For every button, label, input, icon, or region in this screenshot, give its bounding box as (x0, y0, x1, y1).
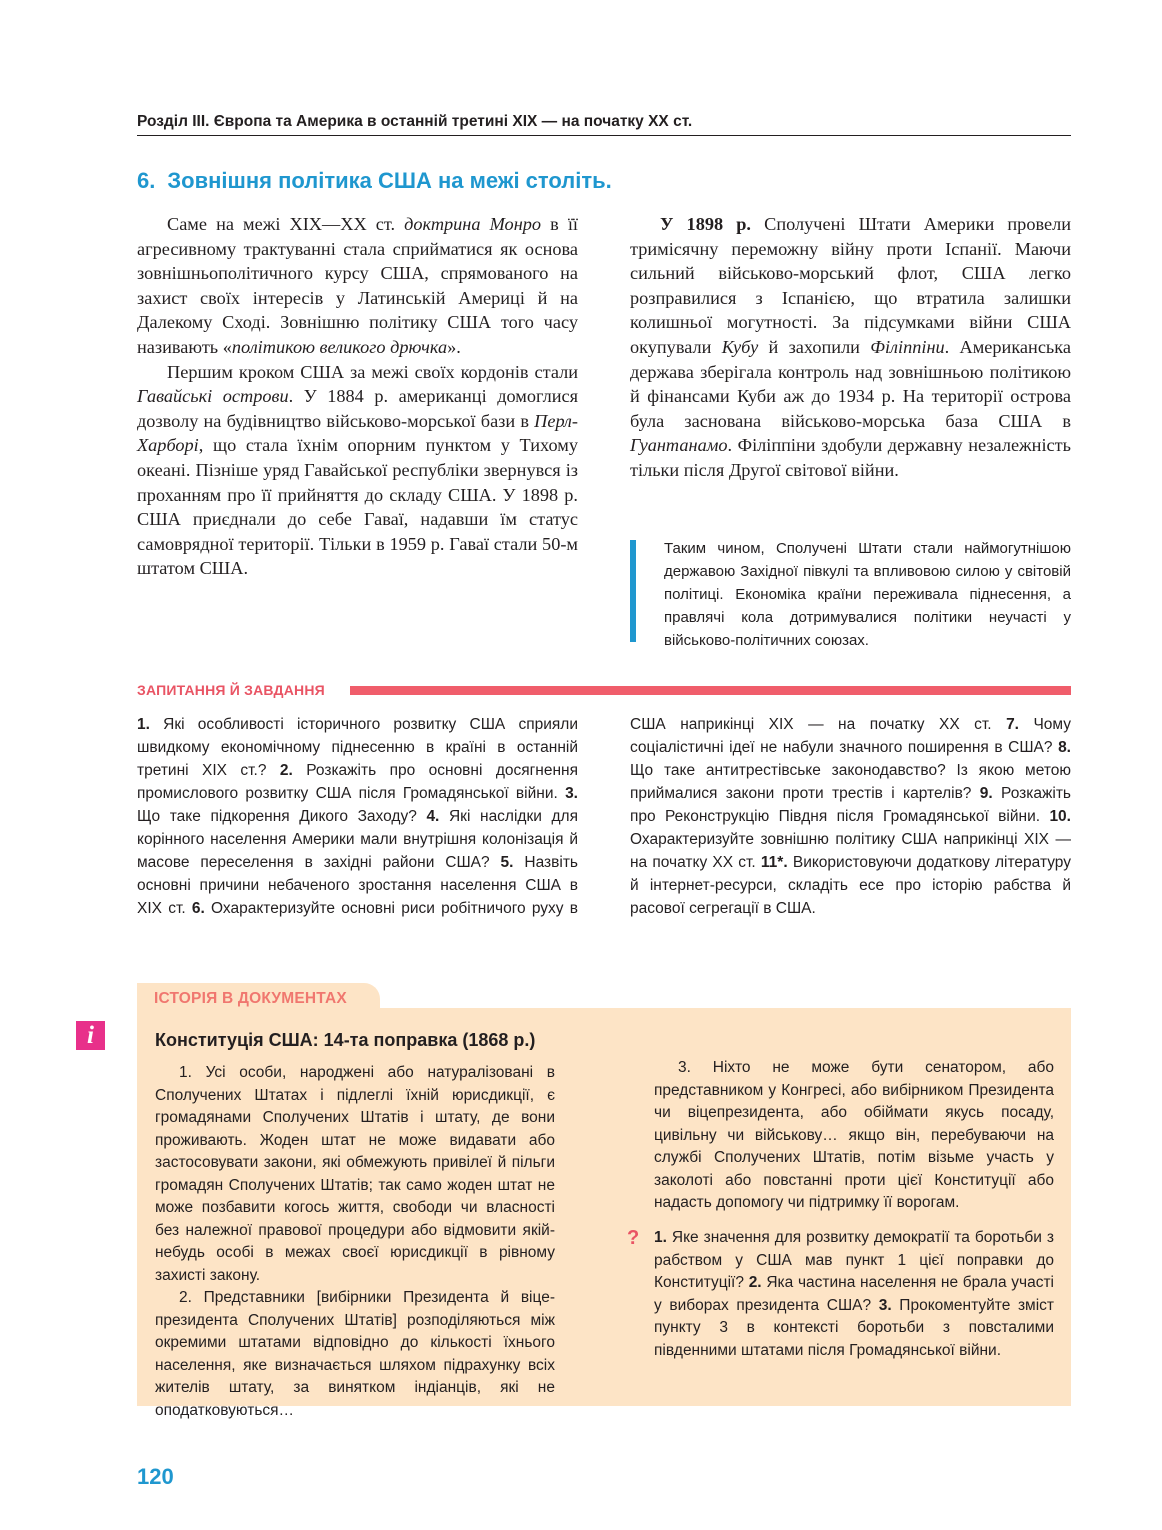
paragraph-spanish-war: У 1898 р. Сполучені Штати Америки провели тримісячну переможну війну проти Іспанії. Маючи сильний військово-морський флот, США легко розправилися з Іспанією, що втратила залишки колишньої могутності. За підсумками війни США окупували Кубу й захопили Філіппіни. Американська держава зберігала контроль над зовнішньою політикою й фінансами Куби аж до 1934 р. На території острова була заснована військово-морська база США в Гуантанамо. Філіппіни здобули державну незалежність тільки після Другої світової війни. (630, 214, 1072, 480)
document-title: Конституція США: 14-та поправка (1868 р.) (155, 1030, 536, 1050)
section-title (137, 168, 612, 194)
conclusion-block (630, 537, 1071, 652)
running-header: Розділ ІІІ. Європа та Америка в останній третині XIX — на початку XX ст. (137, 113, 693, 130)
document-column-right (654, 1057, 1054, 1215)
document-questions: 1. Яке значення для розвитку демократії та боротьби з рабством у США мав пункт 1 цієї поправки до Конституції? 2. Яка частина населення не брала участі у виборах президента США? 3. Прокоментуйте зміст пункту 3 в контексті боротьби з повсталими південними штатами після Громадянської війни. (654, 1229, 1055, 1359)
header-rule (137, 135, 1071, 136)
questions-list: 1. Які особливості історичного розвитку США сприяли швидкому економічному піднесенню в країні в останній третині XIX ст.? 2. Розкажіть про основні досягнення промислового розвитку США після Громадянської війни. 3. Що таке підкорення Дикого Заходу? 4. Які наслідки для корінного населення Америки мали внутрішня колонізація й масове переселення в західні райони США? 5. Назвіть основні причини небаченого зростання населення США в XIX ст. 6. Охарактеризуйте основні риси робітничого руху в США наприкінці XIX — на початку XX ст. 7. Чому соціалістичні ідеї не набули значного поширення в США? 8. Що таке антитрестівське законодавство? Із якою метою приймалися закони проти трестів і картелів? 9. Розкажіть про Реконструкцію Півдня після Громадянської війни. 10. Охарактеризуйте зовнішню політику США наприкінці XIX — на початку XX ст. 11*. Використовуючи додаткову літературу й інтернет-ресурси, складіть есе про історію рабства й расової сегрегації в США. (137, 716, 1071, 917)
text-column-right (630, 212, 1071, 483)
text-column-left (137, 212, 578, 581)
questions-bar (350, 686, 1071, 695)
document-paragraph-3: 3. Ніхто не може бути сенатором, або представником у Конгресі, або вибірником Президента чи віцепрезидента, або обіймати якусь посаду, цивільну чи військову… якщо він, перебуваючи на службі Сполучених Штатів, потім візьме участь у заколоті або повстанні проти цієї Конституції або надасть допомогу чи підтримку її ворогам. (654, 1059, 1054, 1211)
question-mark-icon: ? (627, 1227, 640, 1249)
questions-heading: ЗАПИТАННЯ Й ЗАВДАННЯ (137, 682, 325, 698)
conclusion-text: Таким чином, Сполучені Штати стали наймогутнішою державою Західної півкулі та впливовою силою у світовій політиці. Економіка країни переживала піднесення, а правлячі кола дотримувалися політики неучасті у військово-політичних союзах. (664, 540, 1071, 649)
section-number: 6. (137, 168, 156, 193)
documents-tab-label: ІСТОРІЯ В ДОКУМЕНТАХ (154, 990, 347, 1007)
document-column-left (155, 1062, 555, 1422)
document-paragraph-1: 1. Усі особи, народжені або натуралізовані в Сполучених Штатах і підлеглі їхній юрисдикції, є громадянами Сполучених Штатів і штату, де вони проживають. Жоден штат не може видавати або застосовувати закони, які обмежують привілеї й пільги громадян Сполучених Штатів; так само жоден штат не може позбавити когось життя, свободи чи власності без належної правової процедури або відмовити якій-небудь особі в межах своєї юрисдикції в рівному захисті закону. (155, 1064, 555, 1284)
paragraph-monroe: Саме на межі XIX—XX ст. доктрина Монро в її агресивному трактуванні стала сприйматися як основа зовнішньополітичного курсу США, спрямованого на захист своїх інтересів у Латинській Америці й на Далекому Сході. Зовнішню політику США того часу називають «політикою великого дрючка». (137, 214, 578, 357)
document-paragraph-2: 2. Представники [вибірники Президента й віце-президента Сполучених Штатів] розподіляються між окремими штатами відповідно до кількості їхнього населення, яке визначається шляхом підрахунку всіх жителів штату, за винятком індіанців, які не оподатковуються… (155, 1289, 555, 1419)
paragraph-hawaii: Першим кроком США за межі своїх кордонів стали Гавайські острови. У 1884 р. американці домоглися дозволу на будівництво військово-морської бази в Перл-Харборі, що стала їхнім опорним пунктом у Тихому океані. Пізніше уряд Гавайської республіки звернувся із проханням про її прийняття до складу США. У 1898 р. США приєднали до себе Гаваї, надавши їм статус самоврядної території. Тільки в 1959 р. Гаваї стали 50-м штатом США. (137, 361, 579, 579)
page-number: 120 (137, 1464, 174, 1489)
section-heading: Зовнішня політика США на межі століть. (167, 168, 612, 193)
conclusion-bar (630, 540, 636, 642)
info-icon: i (76, 1021, 105, 1050)
